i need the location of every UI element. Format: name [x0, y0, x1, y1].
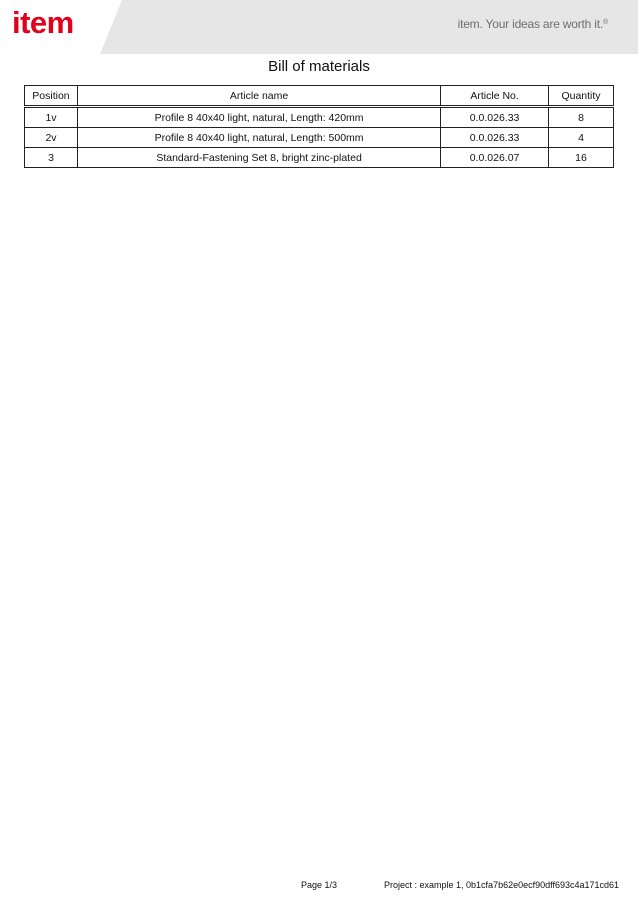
bill-of-materials-table [24, 85, 614, 168]
cell-article-name: Profile 8 40x40 light, natural, Length: 420mm [77, 107, 440, 128]
column-header-article-no: Article No. [441, 86, 549, 107]
table-row [25, 107, 614, 128]
cell-quantity: 16 [549, 148, 614, 168]
table-header-row [25, 86, 614, 107]
tagline: item. Your ideas are worth it.® [457, 17, 608, 31]
table-row [25, 148, 614, 168]
registered-mark: ® [603, 19, 608, 26]
cell-position: 2v [25, 128, 78, 148]
cell-article-no: 0.0.026.07 [441, 148, 549, 168]
page-header [0, 0, 638, 54]
cell-article-name: Standard-Fastening Set 8, bright zinc-plated [77, 148, 440, 168]
cell-article-no: 0.0.026.33 [441, 128, 549, 148]
item-logo: item [12, 5, 74, 40]
cell-position: 3 [25, 148, 78, 168]
column-header-quantity: Quantity [549, 86, 614, 107]
table-row [25, 128, 614, 148]
page-number: Page 1/3 [301, 880, 338, 890]
column-header-position: Position [25, 86, 78, 107]
page-title: Bill of materials [268, 58, 370, 75]
cell-quantity: 8 [549, 107, 614, 128]
cell-article-name: Profile 8 40x40 light, natural, Length: 500mm [77, 128, 440, 148]
column-header-article-name: Article name [77, 86, 440, 107]
cell-position: 1v [25, 107, 78, 128]
project-info: Project : example 1, 0b1cfa7b62e0ecf90dff693c4a171cd61 [384, 880, 620, 890]
cell-article-no: 0.0.026.33 [441, 107, 549, 128]
cell-quantity: 4 [549, 128, 614, 148]
